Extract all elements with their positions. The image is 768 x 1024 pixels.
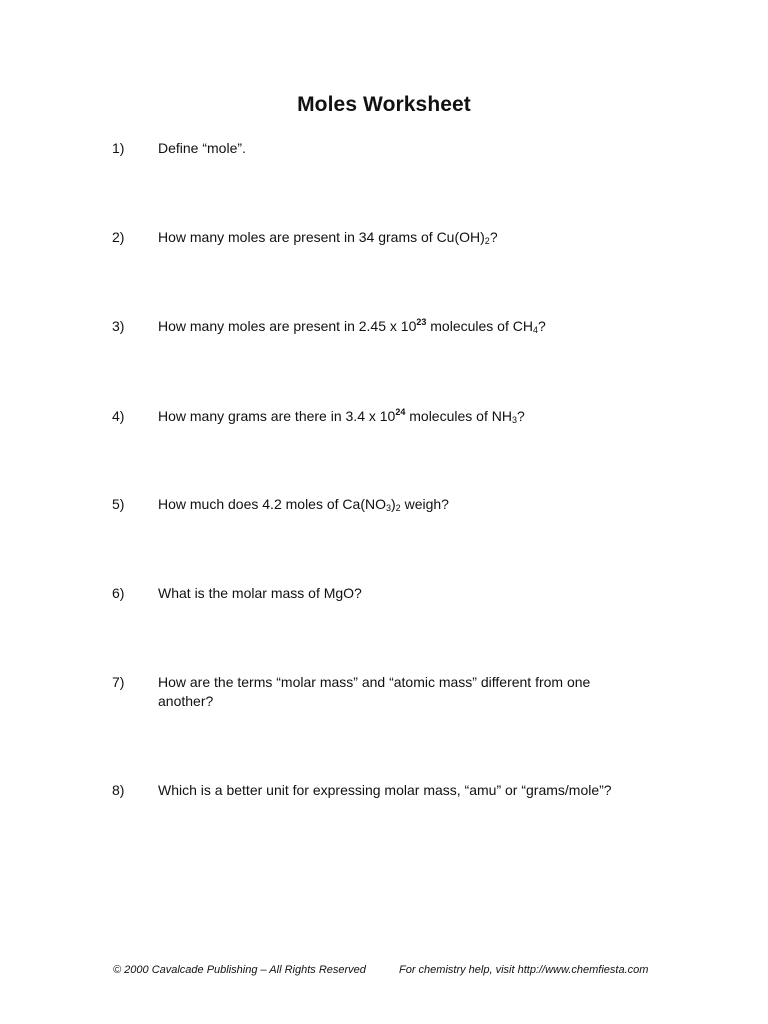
subscript: 2 xyxy=(484,236,490,246)
subscript: 4 xyxy=(532,325,538,335)
question-number: 2) xyxy=(112,229,125,245)
question-text: Define “mole”. xyxy=(158,140,246,156)
question-text: How many grams are there in 3.4 x $10^{24}$ molecules of $NH_3$? xyxy=(158,407,525,425)
superscript: 24 xyxy=(395,407,406,417)
question-number: 3) xyxy=(112,318,125,334)
question-text: How much does 4.2 moles of $Ca(NO_3)_2$ weigh? xyxy=(158,496,449,513)
subscript: 3 xyxy=(385,503,391,513)
question-text: What is the molar mass of MgO? xyxy=(158,585,362,601)
page-title: Moles Worksheet xyxy=(297,93,471,116)
question-number: 1) xyxy=(112,140,125,156)
question-text: Which is a better unit for expressing molar mass, “amu” or “grams/mole”? xyxy=(158,782,612,798)
question-number: 4) xyxy=(112,408,125,424)
footer-help-text: For chemistry help, visit http://www.chemfiesta.com xyxy=(399,964,649,976)
subscript: 3 xyxy=(511,415,517,425)
question-number: 7) xyxy=(112,674,125,690)
footer-copyright: © 2000 Cavalcade Publishing – All Rights Reserved xyxy=(113,964,366,976)
subscript: 2 xyxy=(395,503,401,513)
superscript: 23 xyxy=(416,317,427,327)
question-text: How many moles are present in 2.45 x $10^{23}$ molecules of $CH_4$? xyxy=(158,317,546,335)
question-number: 5) xyxy=(112,496,125,512)
question-text: How are the terms “molar mass” and “atomic mass” different from one another? xyxy=(158,674,591,709)
question-number: 8) xyxy=(112,782,125,798)
question-number: 6) xyxy=(112,585,125,601)
question-text: How many moles are present in 34 grams of $Cu(OH)_2$? xyxy=(158,229,498,246)
